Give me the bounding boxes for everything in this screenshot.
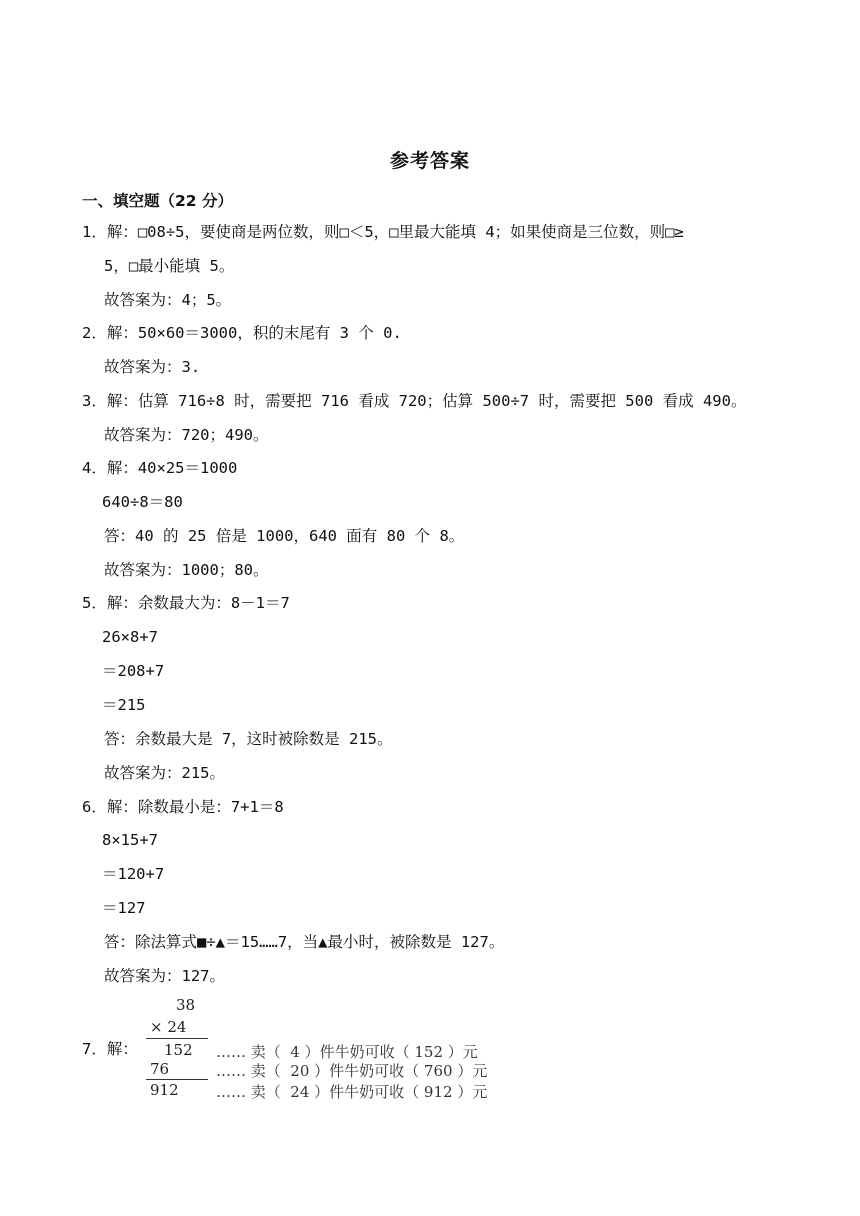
q1-line-1: 1．解：□08÷5，要使商是两位数，则□＜5，□里最大能填 4；如果使商是三位数，则□≥ [82, 223, 684, 241]
q1-line-2: 5，□最小能填 5。 [104, 257, 235, 275]
multiplication-rule-2 [146, 1079, 208, 1080]
vertical-multiplication [142, 994, 502, 1102]
note-line-3: …… 卖（ 24 ）件牛奶可收（ 912 ）元 [216, 1083, 488, 1101]
partial-product-2: 76 [150, 1060, 170, 1078]
q3-line-1: 3．解：估算 716÷8 时，需要把 716 看成 720；估算 500÷7 时，需要把 500 看成 490。 [82, 392, 747, 410]
q6-line-4: ＝127 [102, 899, 146, 917]
q6-line-1: 6．解：除数最小是：7+1＝8 [82, 798, 284, 816]
note-line-2: …… 卖（ 20 ）件牛奶可收（ 760 ）元 [216, 1062, 488, 1080]
q6-answer: 故答案为：127。 [104, 967, 225, 985]
q5-line-3: ＝208+7 [102, 662, 165, 680]
q5-line-1: 5．解：余数最大为：8－1＝7 [82, 594, 290, 612]
q3-answer: 故答案为：720；490。 [104, 426, 269, 444]
section-heading: 一、填空题（22 分） [82, 192, 233, 210]
q2-answer: 故答案为：3. [104, 358, 201, 376]
q5-answer: 故答案为：215。 [104, 764, 225, 782]
multiplier: × 24 [150, 1018, 187, 1036]
q5-line-4: ＝215 [102, 696, 146, 714]
q5-line-5: 答：余数最大是 7，这时被除数是 215。 [104, 730, 393, 748]
q2-line-1: 2．解：50×60＝3000，积的末尾有 3 个 0. [82, 324, 402, 342]
q5-line-2: 26×8+7 [102, 628, 158, 646]
page-title: 参考答案 [389, 150, 470, 172]
multiplication-rule-1 [146, 1038, 208, 1039]
q6-line-5: 答：除法算式■÷▲＝15……7，当▲最小时，被除数是 127。 [104, 933, 505, 951]
q7-label: 7．解： [82, 1040, 138, 1058]
q6-line-2: 8×15+7 [102, 831, 158, 849]
partial-product-1: 152 [164, 1041, 193, 1059]
q4-line-1: 4．解：40×25＝1000 [82, 459, 238, 477]
multiplicand: 38 [176, 996, 196, 1014]
q1-answer: 故答案为：4；5。 [104, 291, 232, 309]
q4-line-2: 640÷8＝80 [102, 493, 183, 511]
q4-answer: 故答案为：1000；80。 [104, 561, 269, 579]
note-line-1: …… 卖（ 4 ）件牛奶可收（ 152 ）元 [216, 1043, 478, 1061]
q4-line-3: 答：40 的 25 倍是 1000，640 面有 80 个 8。 [104, 527, 465, 545]
q6-line-3: ＝120+7 [102, 865, 165, 883]
product: 912 [150, 1081, 179, 1099]
